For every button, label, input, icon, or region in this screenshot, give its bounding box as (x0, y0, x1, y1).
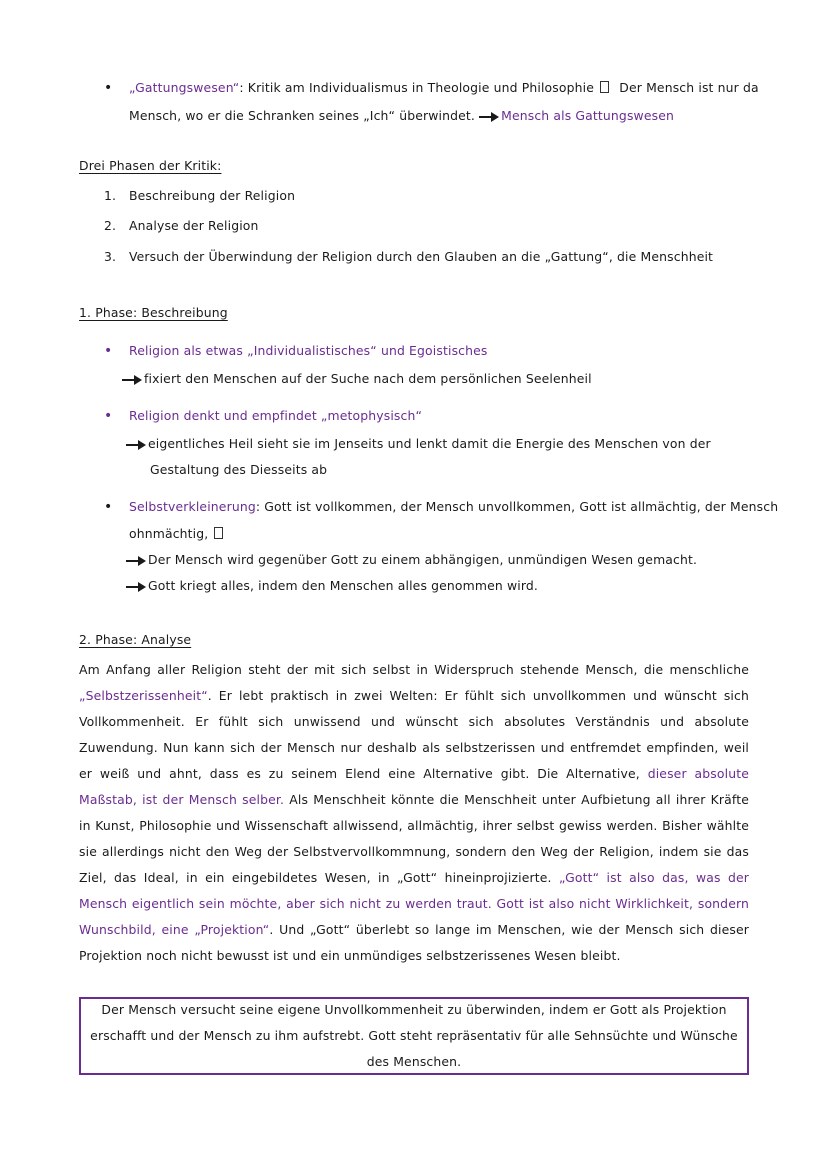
phase1-bullet-1: Religion als etwas „Individualistisches“ und Egoistisches (129, 343, 488, 358)
phase1-arrow-2 (126, 435, 711, 453)
arrow-right-icon (126, 556, 146, 566)
overview-item-1: Beschreibung der Religion (129, 188, 296, 203)
arrow-right-icon (122, 375, 142, 385)
phase2-heading: 2. Phase: Analyse (79, 632, 192, 647)
phase2-text-e: Als Menschheit könnte die Menschheit unter Aufbietung all ihrer Kräfte in Kunst, Philosophie und Wissenschaft allwissend, allmächtig, ihrer selbst gewiss werden. Bisher wählte sie allerdings nicht den Weg der Selbstvervollkommnung, sondern den Weg der Religion, indem sie das Ziel, das Ideal, in ein eingebildetes Wesen, in „Gott“ hineinprojizierte. (79, 792, 749, 885)
phase1-arrow-4 (126, 577, 538, 595)
phase1-b3-term: Selbstverkleinerung (129, 499, 256, 514)
phase1-b3-text2: ohnmächtig, (129, 526, 209, 541)
phase1-arrow-2-cont: Gestaltung des Diesseits ab (150, 462, 328, 477)
phase1-bullet-3 (129, 498, 778, 516)
gattung-line-1 (129, 79, 759, 97)
phase1-arrow-2-text: eigentliches Heil sieht sie im Jenseits und lenkt damit die Energie des Menschen von der (148, 436, 711, 451)
missing-glyph-icon (214, 527, 223, 539)
phase1-arrow-4-text: Gott kriegt alles, indem den Menschen alles genommen wird. (148, 578, 538, 593)
gattung-text-2: Der Mensch ist nur da (619, 80, 759, 95)
phase1-heading: 1. Phase: Beschreibung (79, 305, 228, 320)
phase1-b3-text1: : Gott ist vollkommen, der Mensch unvollkommen, Gott ist allmächtig, der Mensch (255, 499, 779, 514)
gattung-line-2 (129, 107, 674, 125)
overview-item-2: Analyse der Religion (129, 218, 259, 233)
bullet-dot: • (104, 343, 113, 359)
phase2-text-f: „Gott“ ist also das, was der Mensch eigentlich sein möchte, aber sich nicht zu werden traut. Gott ist also nicht Wirklichkeit, sondern Wunschbild, eine „Projektion“ (79, 870, 749, 937)
phase2-text-a: Am Anfang aller Religion steht der mit sich selbst in Widerspruch stehende Mensch, die menschliche (79, 662, 749, 677)
overview-num-1: 1. (104, 188, 117, 203)
phase1-arrow-1-text: fixiert den Menschen auf der Suche nach dem persönlichen Seelenheil (144, 371, 592, 386)
overview-item-3: Versuch der Überwindung der Religion durch den Glauben an die „Gattung“, die Menschheit (129, 249, 714, 264)
gattung-text-1: : Kritik am Individualismus in Theologie und Philosophie (239, 80, 594, 95)
phase1-arrow-1 (122, 370, 592, 388)
phase2-text-d: dieser absolute Maßstab, ist der Mensch selber. (79, 766, 749, 807)
gattung-arrow-text: Mensch als Gattungswesen (501, 108, 674, 123)
arrow-right-icon (126, 440, 146, 450)
phase2-text-g: . Und „Gott“ überlebt so lange im Menschen, wie der Mensch sich dieser Projektion noch nicht bewusst ist und ein unmündiges selbstzerissenes Wesen bleibt. (79, 922, 749, 963)
arrow-right-icon (126, 582, 146, 592)
phase1-arrow-3 (126, 551, 697, 569)
gattung-term: „Gattungswesen“ (129, 80, 240, 95)
phase1-bullet-3-cont (129, 525, 225, 543)
missing-glyph-icon (600, 81, 609, 93)
summary-box (79, 997, 749, 1075)
phase2-text-c: . Er lebt praktisch in zwei Welten: Er fühlt sich unvollkommen und wünscht sich Vollkommenheit. Er fühlt sich unwissend und wünscht sich absolutes Verständnis und absolute Zuwendung. Nun kann sich der Mensch nur deshalb als selbstzerissen und entfremdet empfinden, weil er weiß und ahnt, dass es zu seinem Elend eine Alternative gibt. Die Alternative, (79, 688, 749, 781)
phase2-paragraph (79, 657, 749, 969)
summary-text: Der Mensch versucht seine eigene Unvollkommenheit zu überwinden, indem er Gott als Projektion erschafft und der Mensch zu ihm aufstrebt. Gott steht repräsentativ für alle Sehnsüchte und Wünsche des Menschen. (90, 1002, 738, 1069)
phase1-arrow-3-text: Der Mensch wird gegenüber Gott zu einem abhängigen, unmündigen Wesen gemacht. (148, 552, 698, 567)
gattung-text-3: Mensch, wo er die Schranken seines „Ich“ überwindet. (129, 108, 476, 123)
overview-heading: Drei Phasen der Kritik: (79, 158, 222, 173)
overview-num-3: 3. (104, 249, 117, 264)
phase1-bullet-2: Religion denkt und empfindet „metophysisch“ (129, 408, 423, 423)
bullet-dot: • (104, 80, 113, 96)
arrow-right-icon (479, 112, 499, 122)
phase2-text-b: „Selbstzerissenheit“ (79, 688, 208, 703)
bullet-dot: • (104, 408, 113, 424)
bullet-dot: • (104, 499, 113, 515)
overview-num-2: 2. (104, 218, 117, 233)
